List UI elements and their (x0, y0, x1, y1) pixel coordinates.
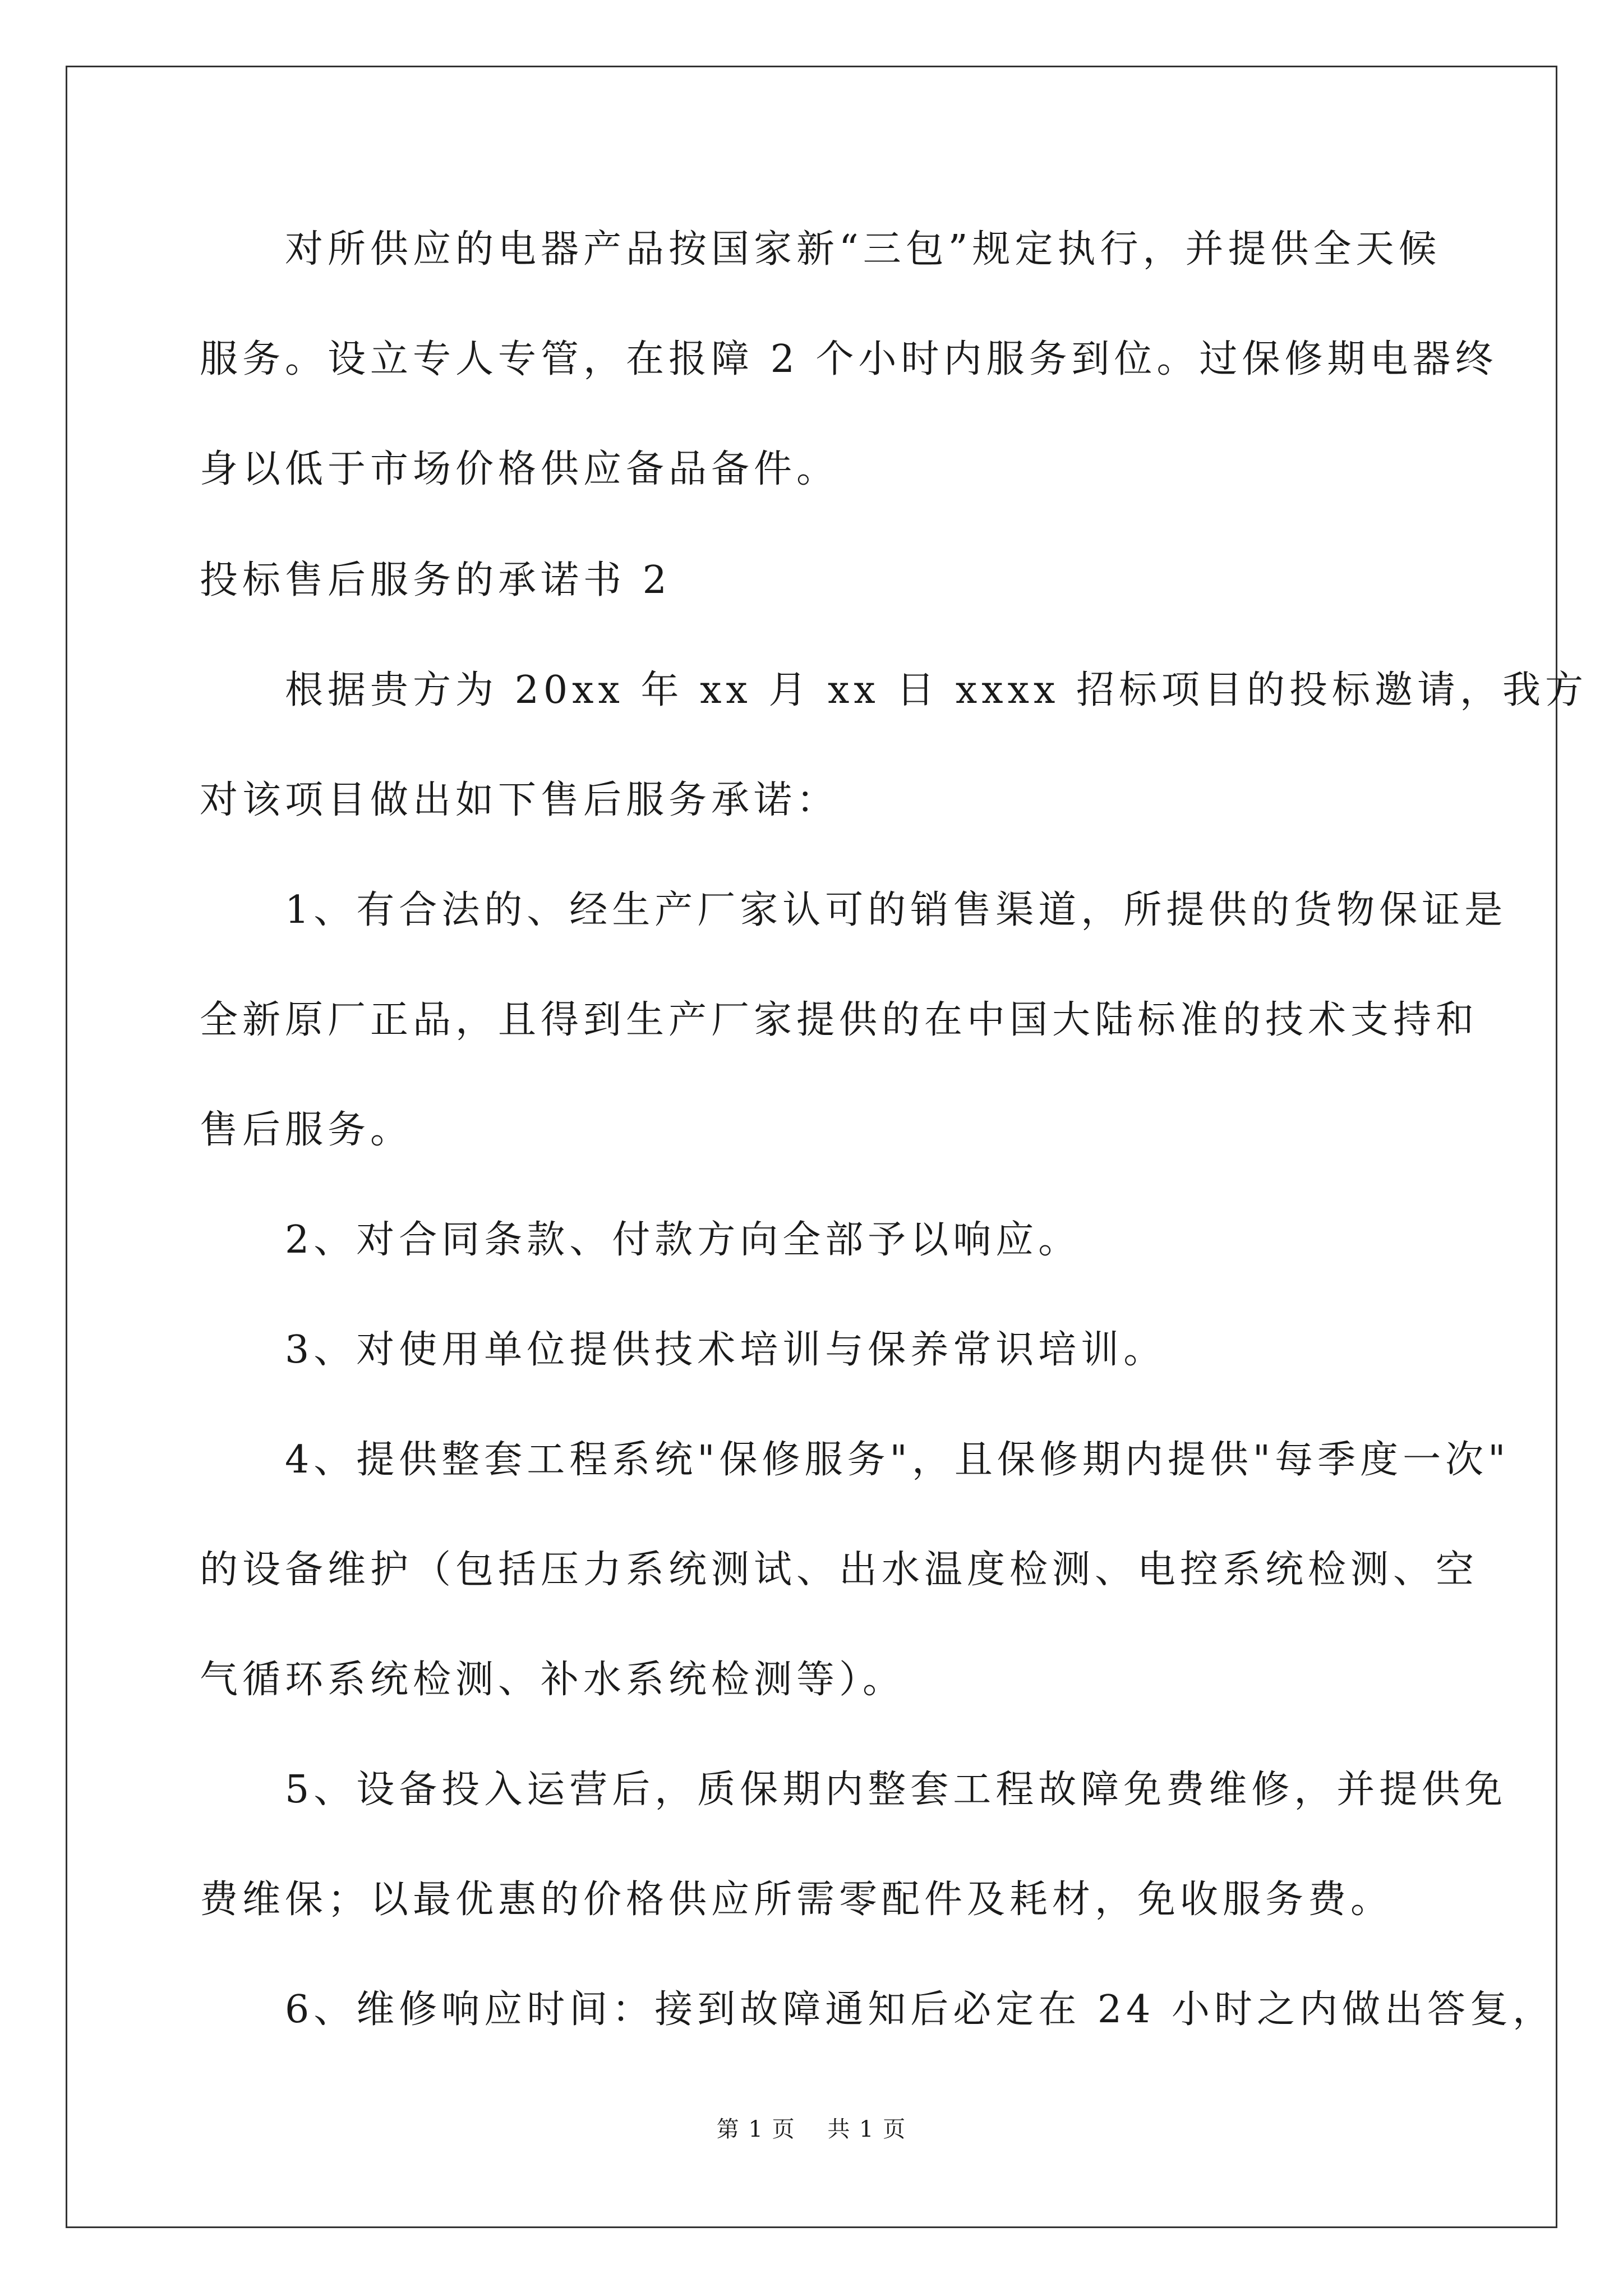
text-line: 气循环系统检测、补水系统检测等）。 (200, 1658, 906, 1702)
section-heading: 投标售后服务的承诺书 2 (200, 558, 671, 602)
text-line: 6、维修响应时间：接到故障通知后必定在 24 小时之内做出答复， (200, 1987, 1556, 2032)
text-line: 1、有合法的、经生产厂家认可的销售渠道，所提供的货物保证是 (200, 888, 1507, 932)
text-line: 对所供应的电器产品按国家新“三包”规定执行，并提供全天候 (200, 227, 1441, 272)
text-line: 服务。设立专人专管，在报障 2 个小时内服务到位。过保修期电器终 (200, 337, 1498, 381)
text-line: 5、设备投入运营后，质保期内整套工程故障免费维修，并提供免 (200, 1768, 1507, 1812)
text-line: 费维保；以最优惠的价格供应所需零配件及耗材，免收服务费。 (200, 1878, 1394, 1922)
text-line: 身以低于市场价格供应备品备件。 (200, 447, 840, 491)
text-line: 根据贵方为 20xx 年 xx 月 xx 日 xxxx 招标项目的投标邀请，我方 (200, 668, 1588, 712)
text-line: 4、提供整套工程系统"保修服务"，且保修期内提供"每季度一次" (200, 1438, 1510, 1482)
text-line: 对该项目做出如下售后服务承诺： (200, 778, 840, 822)
text-line: 售后服务。 (200, 1108, 413, 1152)
text-line: 3、对使用单位提供技术培训与保养常识培训。 (200, 1328, 1166, 1372)
text-line: 全新原厂正品，且得到生产厂家提供的在中国大陆标准的技术支持和 (200, 998, 1479, 1042)
text-line: 2、对合同条款、付款方向全部予以响应。 (200, 1218, 1081, 1262)
page-footer: 第 1 页 共 1 页 (716, 2116, 907, 2142)
text-line: 的设备维护（包括压力系统测试、出水温度检测、电控系统检测、空 (200, 1548, 1479, 1592)
